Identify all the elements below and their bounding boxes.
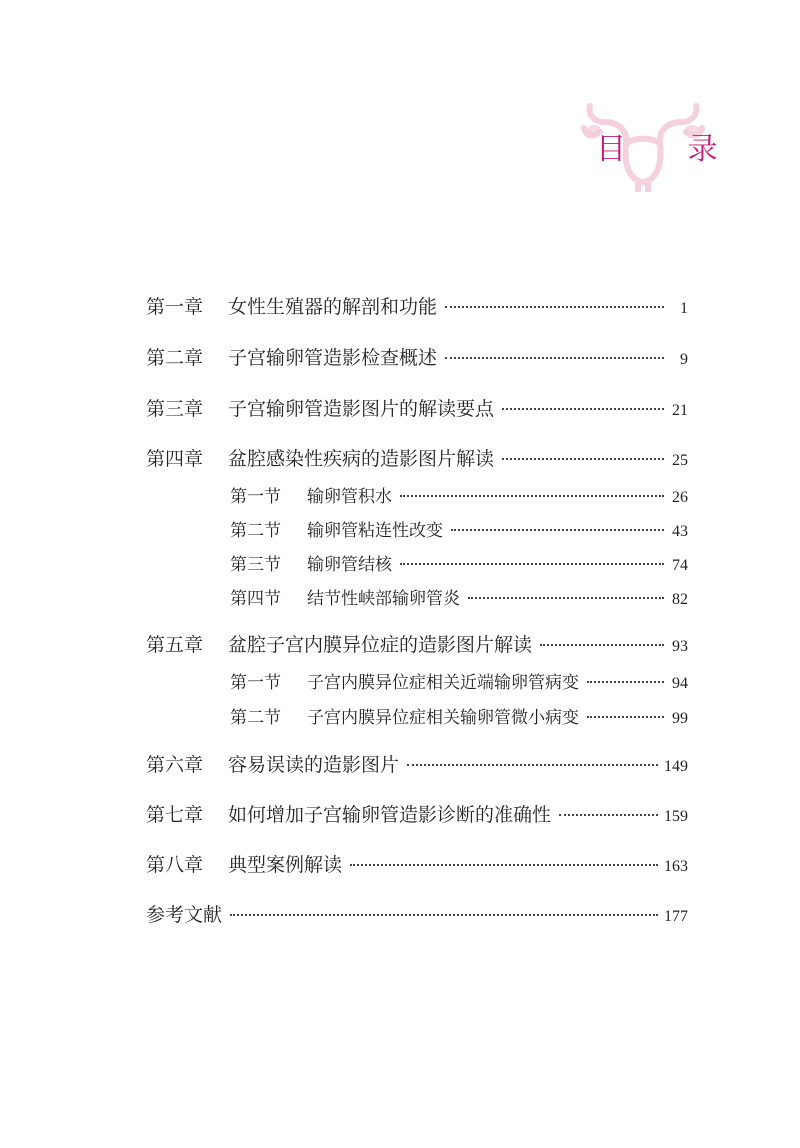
toc-chapter-entry[interactable] bbox=[146, 394, 688, 420]
dot-leader bbox=[230, 914, 658, 916]
dot-leader bbox=[350, 864, 658, 866]
entry-title: 子宫输卵管造影图片的解读要点 bbox=[228, 398, 495, 420]
dot-leader bbox=[587, 716, 664, 718]
entry-label: 第一节 bbox=[230, 487, 281, 507]
entry-label: 第二节 bbox=[230, 521, 281, 541]
entry-title: 子宫内膜异位症相关输卵管微小病变 bbox=[307, 708, 579, 728]
entry-title: 如何增加子宫输卵管造影诊断的准确性 bbox=[228, 804, 552, 826]
page-number: 99 bbox=[672, 710, 688, 727]
page-number: 74 bbox=[672, 557, 688, 574]
page-number: 26 bbox=[672, 489, 688, 506]
toc-chapter-entry[interactable] bbox=[146, 343, 688, 369]
dot-leader bbox=[468, 597, 664, 599]
dot-leader bbox=[587, 681, 664, 683]
entry-label: 第七章 bbox=[146, 804, 204, 826]
page-number: 1 bbox=[680, 300, 688, 317]
toc-chapter-entry[interactable] bbox=[146, 444, 688, 470]
entry-title: 输卵管粘连性改变 bbox=[307, 521, 443, 541]
entry-title: 盆腔子宫内膜异位症的造影图片解读 bbox=[228, 634, 533, 656]
page-number: 159 bbox=[664, 808, 688, 825]
toc-chapter-entry[interactable] bbox=[146, 850, 688, 876]
entry-label: 第三章 bbox=[146, 398, 204, 420]
page-number: 177 bbox=[664, 908, 688, 925]
entry-label: 第八章 bbox=[146, 854, 204, 876]
entry-label: 第一章 bbox=[146, 296, 204, 318]
dot-leader bbox=[559, 814, 658, 816]
toc-chapter-entry[interactable] bbox=[146, 750, 688, 776]
toc-section-entry[interactable] bbox=[146, 668, 688, 692]
page-number: 93 bbox=[672, 638, 688, 655]
entry-title: 结节性峡部输卵管炎 bbox=[307, 589, 460, 609]
dot-leader bbox=[407, 764, 658, 766]
page-number: 163 bbox=[664, 858, 688, 875]
toc-section-entry[interactable] bbox=[146, 584, 688, 608]
page-title: 目 录 bbox=[596, 132, 744, 167]
toc-section-entry[interactable] bbox=[146, 516, 688, 540]
dot-leader bbox=[502, 408, 664, 410]
page-number: 9 bbox=[680, 351, 688, 368]
entry-label: 第四章 bbox=[146, 448, 204, 470]
entry-title: 子宫内膜异位症相关近端输卵管病变 bbox=[307, 673, 579, 693]
entry-label: 第二节 bbox=[230, 708, 281, 728]
entry-label: 第二章 bbox=[146, 347, 204, 369]
entry-label: 第五章 bbox=[146, 634, 204, 656]
page-number: 94 bbox=[672, 675, 688, 692]
dot-leader bbox=[445, 306, 664, 308]
toc-chapter-entry[interactable] bbox=[146, 800, 688, 826]
entry-title: 盆腔感染性疾病的造影图片解读 bbox=[228, 448, 495, 470]
toc-chapter-entry[interactable] bbox=[146, 900, 688, 926]
page-number: 25 bbox=[672, 452, 688, 469]
entry-title: 容易误读的造影图片 bbox=[228, 754, 400, 776]
dot-leader bbox=[451, 529, 664, 531]
entry-title: 输卵管结核 bbox=[307, 555, 392, 575]
toc-chapter-entry[interactable] bbox=[146, 292, 688, 318]
toc-section-entry[interactable] bbox=[146, 482, 688, 506]
entry-title: 子宫输卵管造影检查概述 bbox=[228, 347, 438, 369]
entry-label: 第一节 bbox=[230, 673, 281, 693]
title-block bbox=[578, 92, 744, 202]
entry-title: 典型案例解读 bbox=[228, 854, 343, 876]
dot-leader bbox=[502, 458, 664, 460]
entry-title: 参考文献 bbox=[146, 904, 223, 926]
entry-label: 第六章 bbox=[146, 754, 204, 776]
dot-leader bbox=[400, 563, 664, 565]
entry-label: 第三节 bbox=[230, 555, 281, 575]
page-number: 43 bbox=[672, 523, 688, 540]
toc-section-entry[interactable] bbox=[146, 550, 688, 574]
entry-title: 女性生殖器的解剖和功能 bbox=[228, 296, 438, 318]
toc-chapter-entry[interactable] bbox=[146, 630, 688, 656]
entry-label: 第四节 bbox=[230, 589, 281, 609]
page-number: 149 bbox=[664, 758, 688, 775]
dot-leader bbox=[400, 495, 664, 497]
dot-leader bbox=[540, 644, 664, 646]
page-number: 82 bbox=[672, 591, 688, 608]
page-number: 21 bbox=[672, 402, 688, 419]
dot-leader bbox=[445, 357, 664, 359]
entry-title: 输卵管积水 bbox=[307, 487, 392, 507]
toc-section-entry[interactable] bbox=[146, 703, 688, 727]
